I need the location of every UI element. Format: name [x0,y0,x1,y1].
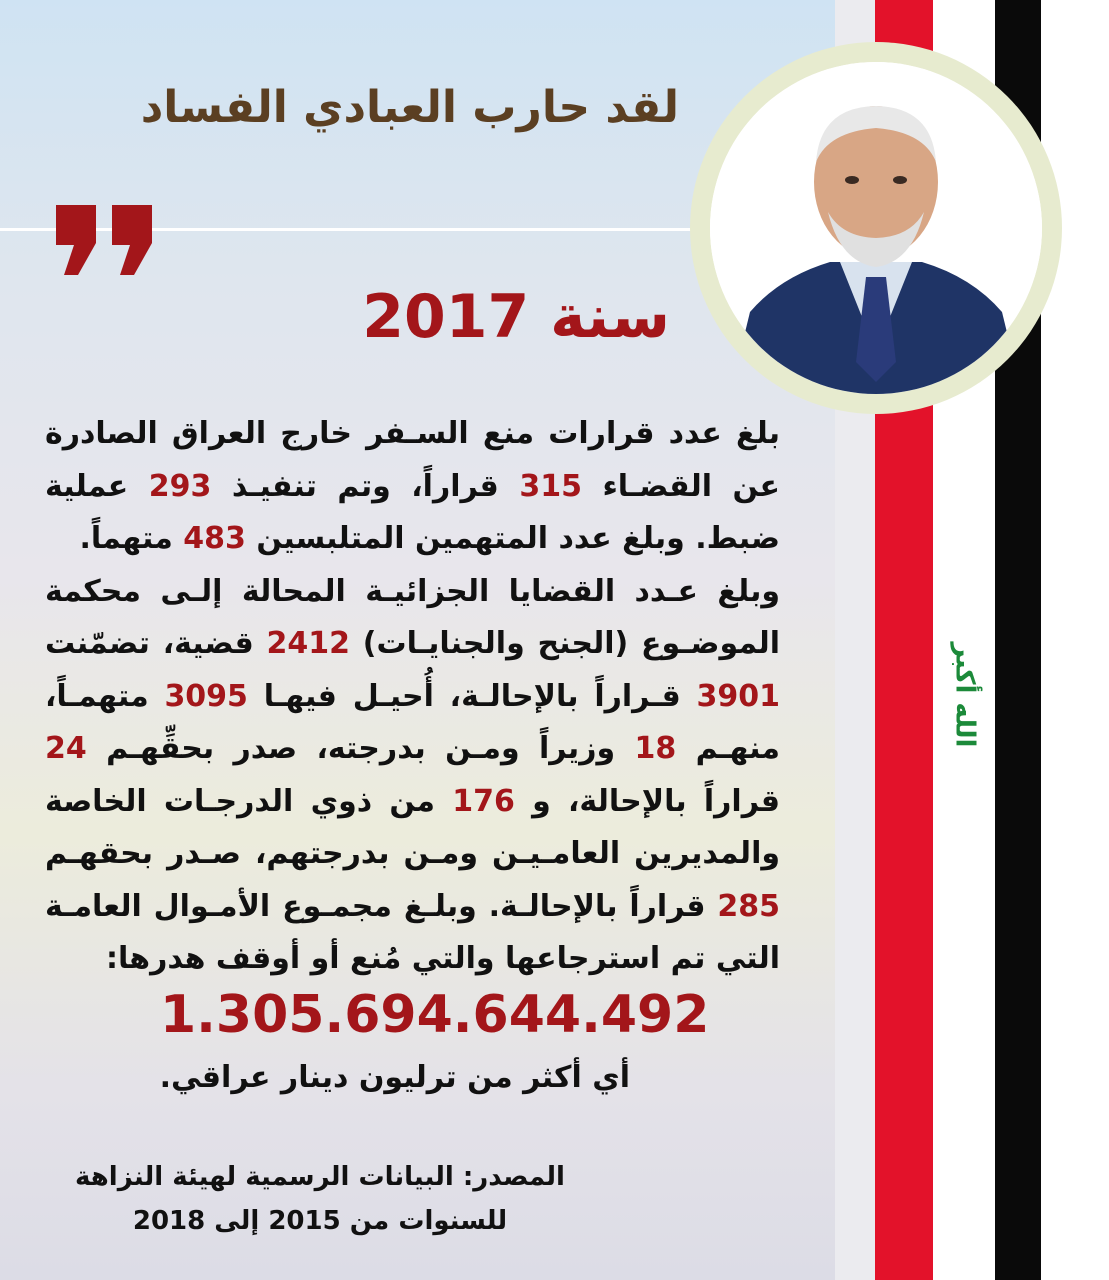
highlight-number: 3095 [164,678,248,714]
highlight-number: 18 [634,731,677,766]
text-segment: بلغ عدد قرارات منع السـفر خارج العراق الصادرة عن القضـاء [45,416,780,504]
text-segment: متهماً. [79,521,184,556]
highlight-number: 3901 [696,678,780,714]
source-line-1: المصدر: البيانات الرسمية لهيئة النزاهة [75,1162,565,1192]
portrait-photo [710,62,1042,394]
source-line-2: للسنوات من 2015 إلى 2018 [132,1206,508,1236]
text-segment: قراراً، وتم تنفيـذ [211,468,520,504]
text-segment: قضية، تضمّنت [45,626,267,661]
highlight-number: 285 [717,888,780,924]
highlight-number: 293 [148,468,212,504]
text-segment: من ذوي الدرجـات الخاصة والمديرين العامـيـن ومـن بدرجتهم، صـدر بحقهـم [45,783,780,871]
source-note [70,1155,570,1243]
year-heading: سنة 2017 [362,282,670,352]
text-segment: عملية ضبط. وبلغ عدد المتهمين المتلبسين [45,468,780,556]
text-segment: وبلغ عـدد القضايا الجزائيـة المحالة إلـى محكمة الموضـوع (الجنح والجنايـات) [45,573,780,661]
body-text [45,408,780,986]
quote-mark-icon [50,195,160,285]
text-segment: قراراً بالإحالة، و [514,783,781,819]
portrait-figure [710,62,1042,394]
total-amount: 1.305.694.644.492 [160,985,710,1045]
page-title: لقد حارب العبادي الفساد [140,82,679,133]
highlight-number: 24 [45,731,87,766]
highlight-number: 176 [452,783,515,819]
flag-takbir: الله أكبر [949,642,979,748]
highlight-number: 315 [519,468,582,504]
highlight-number: 483 [183,521,246,556]
paragraph-2 [45,566,780,986]
paragraph-1 [45,408,780,566]
text-segment: قراراً بالإحالـة. وبلـغ مجمـوع الأمـوال العامـة التي تم استرجاعها والتي مُنع أو أوقف هدرها: [45,888,780,976]
text-segment: متهمـاً، منهـم [45,678,780,766]
total-note: أي أكثر من ترليون دينار عراقي. [159,1060,630,1095]
text-segment: وزيراً ومـن بدرجته، صدر بحقِّهـم [86,731,635,766]
highlight-number: 2412 [266,626,350,661]
text-segment: قـراراً بالإحالـة، أُحيـل فيهـا [247,678,697,714]
